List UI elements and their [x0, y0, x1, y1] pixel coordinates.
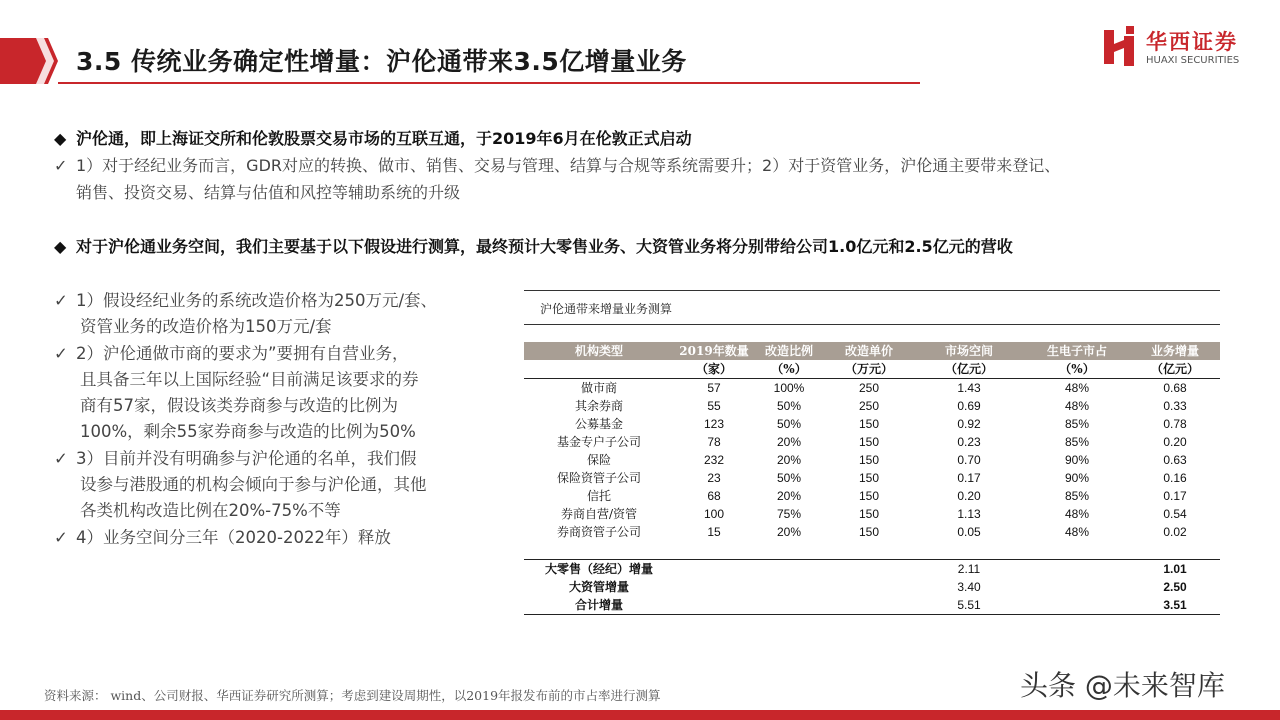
table-cell: 0.02 — [1163, 525, 1187, 539]
table-cell: 0.17 — [957, 471, 981, 485]
table-row — [524, 397, 1220, 415]
column-unit: （%） — [754, 360, 824, 379]
total-increment: 2.50 — [1163, 580, 1187, 594]
table-cell: 20% — [776, 525, 802, 539]
table-cell: 150 — [858, 471, 880, 485]
list-item: ✓ 4）业务空间分三年（2020-2022年）释放 — [54, 525, 504, 551]
table-row — [524, 505, 1220, 523]
row-label: 其余券商 — [574, 399, 623, 413]
column-unit: （万元） — [824, 360, 914, 379]
table-cell: 20% — [776, 435, 802, 449]
total-market: 2.11 — [914, 560, 1024, 579]
diamond-icon: ◆ — [54, 237, 67, 256]
table-cell: 68 — [707, 489, 721, 503]
table-cell: 250 — [858, 399, 880, 413]
table-cell: 57 — [707, 381, 721, 395]
column-unit: （家） — [674, 360, 754, 379]
logo-text-cn: 华西证券 — [1146, 30, 1238, 54]
table-caption-rule — [524, 324, 1220, 325]
table-cell: 75% — [776, 507, 802, 521]
table-cell: 0.69 — [957, 399, 981, 413]
table-cell: 0.23 — [957, 435, 981, 449]
total-increment: 1.01 — [1130, 560, 1220, 579]
bullet-systems-cont: 销售、投资交易、结算与估值和风控等辅助系统的升级 — [76, 183, 461, 202]
table-cell: 0.78 — [1163, 417, 1187, 431]
table-cell: 232 — [703, 453, 725, 467]
table-row — [524, 433, 1220, 451]
table-cell: 85% — [1064, 435, 1090, 449]
table-spacer-row — [524, 541, 1220, 560]
table-cell: 150 — [858, 507, 880, 521]
total-label: 大零售（经纪）增量 — [524, 560, 674, 579]
list-item: 资管业务的改造价格为150万元/套 — [80, 317, 332, 337]
column-unit: （亿元） — [1130, 360, 1220, 379]
title-underline — [58, 82, 920, 84]
table-top-rule — [524, 290, 1220, 291]
column-header: 生电子市占 — [1024, 342, 1130, 360]
table-cell: 0.33 — [1163, 399, 1187, 413]
table-cell: 100% — [773, 381, 805, 395]
table-cell: 150 — [858, 435, 880, 449]
table-cell: 50% — [776, 399, 802, 413]
list-item: ✓ 3）目前并没有明确参与沪伦通的名单，我们假 — [54, 446, 504, 472]
row-label: 券商自营/资管 — [560, 507, 638, 521]
total-increment: 3.51 — [1130, 596, 1220, 615]
check-icon: ✓ — [54, 291, 68, 310]
huaxi-logo-icon — [1102, 26, 1140, 68]
table-cell: 100 — [703, 507, 725, 521]
total-market: 5.51 — [914, 596, 1024, 615]
column-header: 业务增量 — [1130, 342, 1220, 360]
watermark: 头条 @未来智库 — [1020, 669, 1225, 702]
table-total-row — [524, 578, 1220, 596]
table-row — [524, 523, 1220, 541]
table-row — [524, 469, 1220, 487]
table-cell: 15 — [707, 525, 721, 539]
list-item: 各类机构改造比例在20%-75%不等 — [80, 501, 341, 521]
table-caption: 沪伦通带来增量业务测算 — [540, 302, 673, 316]
row-label: 保险 — [586, 453, 611, 467]
list-item: 商有57家，假设该类券商参与改造的比例为 — [80, 396, 398, 416]
table-row — [524, 415, 1220, 433]
source-note: 资料来源： wind、公司财报、华西证券研究所测算；考虑到建设周期性，以2019年报发布前的市占率进行测算 — [44, 688, 661, 703]
table-cell: 90% — [1064, 453, 1090, 467]
column-unit: （%） — [1024, 360, 1130, 379]
table-cell: 85% — [1064, 489, 1090, 503]
column-unit: （亿元） — [914, 360, 1024, 379]
table-cell: 150 — [858, 525, 880, 539]
table-cell: 23 — [707, 471, 721, 485]
title-accent-bar — [0, 38, 58, 84]
table-cell: 1.43 — [957, 381, 981, 395]
table-cell: 150 — [858, 453, 880, 467]
column-header: 2019年数量 — [674, 342, 754, 360]
bullet-intro: ◆ 沪伦通，即上海证交所和伦敦股票交易市场的互联互通，于2019年6月在伦敦正式启动 — [54, 129, 692, 148]
table-cell: 0.70 — [957, 453, 981, 467]
bullet-systems: ✓ 1）对于经纪业务而言，GDR对应的转换、做市、销售、交易与管理、结算与合规等系统需要升；2）对于资管业务，沪伦通主要带来登记、 — [54, 156, 1061, 175]
table-cell: 48% — [1064, 507, 1090, 521]
bullet-assumption: ◆ 对于沪伦通业务空间，我们主要基于以下假设进行测算，最终预计大零售业务、大资管业务将分别带给公司1.0亿元和2.5亿元的营收 — [54, 237, 1013, 256]
table-cell: 48% — [1064, 525, 1090, 539]
list-item: 设参与港股通的机构会倾向于参与沪伦通，其他 — [80, 475, 427, 495]
table-cell: 150 — [858, 489, 880, 503]
row-label: 保险资管子公司 — [556, 471, 641, 485]
check-icon: ✓ — [54, 527, 68, 547]
table-cell: 20% — [776, 489, 802, 503]
table-cell: 85% — [1064, 417, 1090, 431]
table-cell: 78 — [707, 435, 721, 449]
table-total-row — [524, 596, 1220, 615]
column-header: 市场空间 — [914, 342, 1024, 360]
column-header: 改造单价 — [824, 342, 914, 360]
diamond-icon: ◆ — [54, 129, 67, 148]
total-label: 合计增量 — [524, 596, 674, 615]
row-label: 公募基金 — [574, 417, 623, 431]
total-market: 3.40 — [957, 580, 981, 594]
table-cell: 48% — [1064, 381, 1090, 395]
table-cell: 48% — [1064, 399, 1090, 413]
table-cell: 50% — [776, 471, 802, 485]
table-cell: 0.68 — [1163, 381, 1187, 395]
table-row — [524, 487, 1220, 505]
logo-text-en: HUAXI SECURITIES — [1146, 55, 1240, 66]
table-cell: 1.13 — [957, 507, 981, 521]
table-cell: 20% — [776, 453, 802, 467]
total-label: 大资管增量 — [568, 580, 629, 594]
table-cell: 50% — [776, 417, 802, 431]
table-cell: 250 — [858, 381, 880, 395]
table-header-row — [524, 342, 1220, 360]
row-label: 基金专户子公司 — [556, 435, 641, 449]
increment-table — [524, 342, 1220, 615]
assumptions-list — [54, 288, 504, 551]
column-header: 机构类型 — [524, 342, 674, 360]
check-icon: ✓ — [54, 156, 68, 175]
table-cell: 0.63 — [1163, 453, 1187, 467]
table-cell: 0.92 — [957, 417, 981, 431]
table-cell: 55 — [707, 399, 721, 413]
check-icon: ✓ — [54, 448, 68, 468]
table-cell: 150 — [858, 417, 880, 431]
table-cell: 0.16 — [1163, 471, 1187, 485]
table-cell: 90% — [1064, 471, 1090, 485]
list-item: ✓ 1）假设经纪业务的系统改造价格为250万元/套、 — [54, 288, 504, 314]
check-icon: ✓ — [54, 343, 68, 363]
list-item: ✓ 2）沪伦通做市商的要求为”要拥有自营业务， — [54, 341, 504, 367]
table-cell: 0.20 — [1163, 435, 1187, 449]
column-header: 改造比例 — [754, 342, 824, 360]
row-label: 券商资管子公司 — [556, 525, 641, 539]
list-item: 100%，剩余55家券商参与改造的比例为50% — [80, 422, 416, 442]
table-unit-row — [524, 360, 1220, 379]
table-row — [524, 451, 1220, 469]
table-total-row — [524, 560, 1220, 579]
table-cell: 0.20 — [957, 489, 981, 503]
page-title: 3.5 传统业务确定性增量：沪伦通带来3.5亿增量业务 — [76, 47, 687, 76]
table-cell: 123 — [703, 417, 725, 431]
row-label: 信托 — [586, 489, 611, 503]
table-cell: 0.54 — [1163, 507, 1187, 521]
footer-bar — [0, 710, 1280, 720]
list-item: 且具备三年以上国际经验“目前满足该要求的券 — [80, 369, 419, 389]
table-row — [524, 379, 1220, 398]
table-cell: 0.05 — [957, 525, 981, 539]
table-cell: 0.17 — [1163, 489, 1187, 503]
row-label: 做市商 — [580, 381, 617, 395]
